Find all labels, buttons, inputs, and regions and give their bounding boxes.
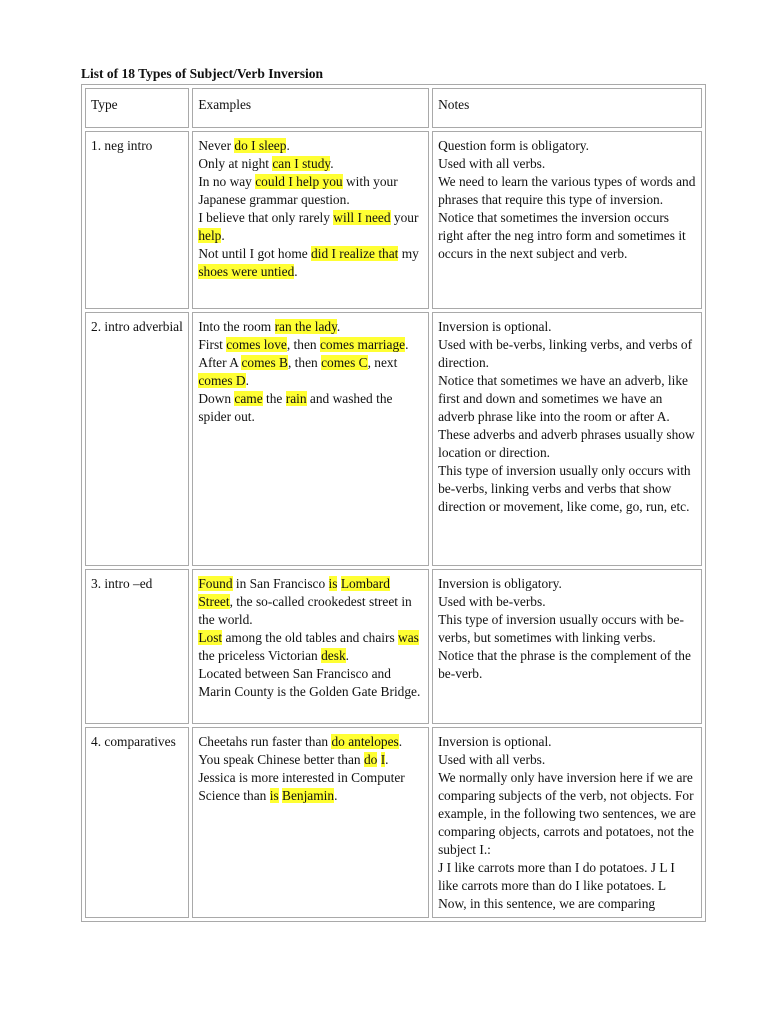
highlighted-phrase: shoes were untied xyxy=(198,264,295,279)
example-sentence xyxy=(198,209,423,245)
text-fragment: In no way xyxy=(198,174,256,189)
note-line: Notice that the phrase is the complement of the be-verb. xyxy=(438,648,691,681)
text-fragment: . xyxy=(221,228,225,243)
inversion-table xyxy=(81,84,706,922)
highlighted-phrase: comes marriage xyxy=(319,337,406,352)
text-fragment: . xyxy=(385,752,389,767)
example-sentence xyxy=(198,318,423,336)
highlighted-phrase: comes love xyxy=(226,337,287,352)
text-fragment: First xyxy=(198,337,227,352)
example-sentence xyxy=(198,336,423,354)
type-cell: 3. intro –ed xyxy=(85,569,189,724)
type-cell: 2. intro adverbial xyxy=(85,312,189,566)
text-fragment: . xyxy=(405,337,409,352)
example-sentence xyxy=(198,575,423,629)
text-fragment: , then xyxy=(287,355,322,370)
text-fragment: among the old tables and chairs xyxy=(222,630,399,645)
note-line: Used with all verbs. xyxy=(438,156,546,171)
text-fragment: . xyxy=(334,788,338,803)
text-fragment: the priceless Victorian xyxy=(198,648,322,663)
table-row xyxy=(85,569,702,724)
highlighted-phrase: comes D xyxy=(198,373,246,388)
note-line: Inversion is optional. xyxy=(438,734,552,749)
example-sentence xyxy=(198,769,423,805)
text-fragment: . xyxy=(336,319,341,334)
example-sentence xyxy=(198,629,423,665)
example-sentence xyxy=(198,665,423,701)
text-fragment: You speak Chinese better than xyxy=(198,752,364,767)
examples-cell xyxy=(192,569,429,724)
highlighted-phrase: ran the lady xyxy=(274,319,337,334)
highlighted-phrase: comes B xyxy=(241,355,288,370)
notes-cell xyxy=(432,312,702,566)
text-fragment: . xyxy=(286,138,290,153)
highlighted-phrase: Benjamin xyxy=(282,788,335,803)
highlighted-phrase: Found xyxy=(198,576,233,591)
note-line: Now, in this sentence, we are comparing xyxy=(438,896,656,911)
text-fragment: with your Japanese grammar question. xyxy=(198,174,398,207)
example-sentence xyxy=(198,155,423,173)
text-fragment: , next xyxy=(367,355,398,370)
note-line: We need to learn the various types of words and phrases that require this type of inversion. xyxy=(438,174,696,207)
note-line: Inversion is optional. xyxy=(438,319,552,334)
example-sentence xyxy=(198,137,423,155)
header-type: Type xyxy=(85,88,189,128)
highlighted-phrase: do xyxy=(363,752,378,767)
notes-cell xyxy=(432,569,702,724)
text-fragment: . xyxy=(330,156,334,171)
highlighted-phrase: Lombard Street xyxy=(198,576,390,609)
text-fragment: After A xyxy=(198,355,242,370)
highlighted-phrase: did I realize that xyxy=(311,246,399,261)
table-row xyxy=(85,312,702,566)
text-fragment: , the so-called crookedest street in the world. xyxy=(198,594,412,627)
highlighted-phrase: is xyxy=(269,788,279,803)
note-line: Inversion is obligatory. xyxy=(438,576,562,591)
highlighted-phrase: do antelopes xyxy=(331,734,399,749)
note-line: We normally only have inversion here if we are comparing subjects of the verb, not objects. For example, in the following two sentences, we are comparing objects, carrots and potatoes, not the subject I.: xyxy=(438,770,696,857)
highlighted-phrase: came xyxy=(234,391,263,406)
text-fragment: my xyxy=(398,246,419,261)
highlighted-phrase: will I need xyxy=(333,210,391,225)
highlighted-phrase: Lost xyxy=(198,630,223,645)
text-fragment: and washed the spider out. xyxy=(198,391,393,424)
text-fragment: Into the room xyxy=(198,319,275,334)
text-fragment: I believe that only rarely xyxy=(198,210,334,225)
examples-cell xyxy=(192,727,429,918)
notes-cell xyxy=(432,131,702,309)
text-fragment: Cheetahs run faster than xyxy=(198,734,332,749)
example-sentence xyxy=(198,390,423,426)
note-line: Notice that sometimes the inversion occurs right after the neg intro form and sometimes it occurs in the next subject and verb. xyxy=(438,210,686,261)
text-fragment: Not until I got home xyxy=(198,246,312,261)
highlighted-phrase: can I study xyxy=(272,156,331,171)
highlighted-phrase: is xyxy=(328,576,338,591)
example-sentence xyxy=(198,354,423,390)
text-fragment: Jessica is more interested in Computer Science than xyxy=(198,770,405,803)
note-line: J I like carrots more than I do potatoes. J L I like carrots more than do I like potatoes. L xyxy=(438,860,675,893)
note-line: Used with be-verbs. xyxy=(438,594,546,609)
type-cell: 4. comparatives xyxy=(85,727,189,918)
document-title: List of 18 Types of Subject/Verb Inversion xyxy=(81,66,324,81)
text-fragment: . xyxy=(245,373,249,388)
text-fragment: . xyxy=(398,734,403,749)
highlighted-phrase: was xyxy=(398,630,419,645)
highlighted-phrase: desk xyxy=(321,648,346,663)
text-fragment: Down xyxy=(198,391,235,406)
note-line: This type of inversion usually only occurs with be-verbs, linking verbs and verbs that show direction or movement, like come, go, run, etc. xyxy=(438,463,691,514)
table-row xyxy=(85,131,702,309)
text-fragment: in San Francisco xyxy=(232,576,329,591)
text-fragment: . xyxy=(345,648,350,663)
text-fragment: your xyxy=(390,210,419,225)
highlighted-phrase: rain xyxy=(285,391,307,406)
type-cell: 1. neg intro xyxy=(85,131,189,309)
note-line: This type of inversion usually occurs with be-verbs, but sometimes with linking verbs. xyxy=(438,612,684,645)
highlighted-phrase: could I help you xyxy=(255,174,343,189)
examples-cell xyxy=(192,312,429,566)
example-sentence xyxy=(198,173,423,209)
note-line: Used with be-verbs, linking verbs, and verbs of direction. xyxy=(438,337,693,370)
notes-cell xyxy=(432,727,702,918)
highlighted-phrase: help xyxy=(198,228,222,243)
highlighted-phrase: comes C xyxy=(321,355,368,370)
note-line: Question form is obligatory. xyxy=(438,138,589,153)
header-examples: Examples xyxy=(192,88,429,128)
example-sentence xyxy=(198,733,423,751)
header-notes: Notes xyxy=(432,88,702,128)
highlighted-phrase: do I sleep xyxy=(234,138,287,153)
highlighted-phrase: I xyxy=(380,752,386,767)
text-fragment: . xyxy=(294,264,298,279)
text-fragment: the xyxy=(262,391,286,406)
examples-cell xyxy=(192,131,429,309)
text-fragment: Located between San Francisco and Marin County is the Golden Gate Bridge. xyxy=(198,666,421,699)
text-fragment: Never xyxy=(198,138,235,153)
note-line: Notice that sometimes we have an adverb, like first and down and sometimes we have an adverb phrase like into the room or after A. These adverbs and adverb phrases usually show location or direction. xyxy=(438,373,695,460)
note-line: Used with all verbs. xyxy=(438,752,546,767)
header-row xyxy=(85,88,702,128)
text-fragment: Only at night xyxy=(198,156,273,171)
example-sentence xyxy=(198,751,423,769)
text-fragment: , then xyxy=(286,337,320,352)
example-sentence xyxy=(198,245,423,281)
table-row xyxy=(85,727,702,918)
